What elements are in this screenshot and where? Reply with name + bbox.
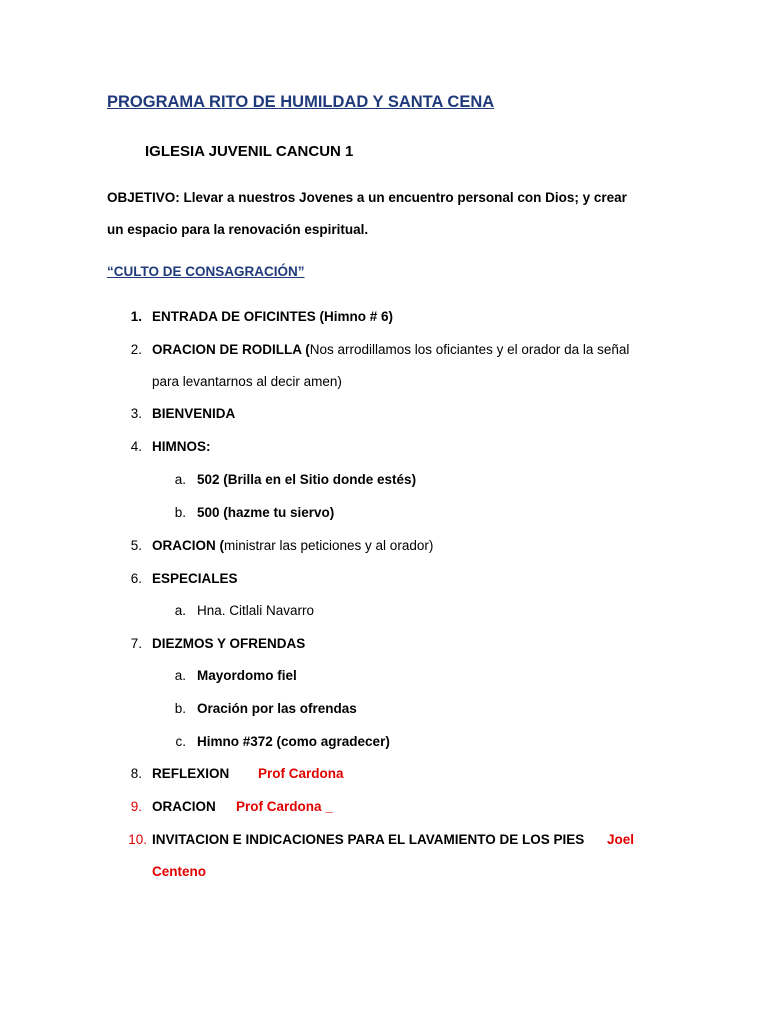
item-number: 6.: [130, 571, 142, 586]
sub-item-letter: b.: [174, 701, 186, 716]
sub-item-letter: a.: [174, 472, 186, 487]
objective-line-2: un espacio para la renovación espiritual.: [107, 222, 369, 237]
item-number: 5.: [130, 538, 142, 553]
speaker-name: Prof Cardona _: [236, 799, 333, 814]
sub-item-text: 502 (Brilla en el Sitio donde estés): [197, 472, 417, 487]
item-number: 4.: [130, 439, 142, 454]
speaker-name: Prof Cardona: [258, 766, 344, 781]
item-number: 7.: [130, 636, 142, 651]
speaker-name-continued: Centeno: [152, 864, 206, 879]
church-name: IGLESIA JUVENIL CANCUN 1: [145, 143, 354, 160]
item-label: ORACION (: [152, 538, 224, 553]
list-item: [152, 342, 629, 357]
item-label: BIENVENIDA: [152, 406, 236, 421]
item-label: DIEZMOS Y OFRENDAS: [152, 636, 306, 651]
item-label: ORACION: [152, 799, 216, 814]
item-detail-continued: para levantarnos al decir amen): [152, 374, 342, 389]
sub-item-text: Hna. Citlali Navarro: [197, 603, 315, 618]
list-item: [152, 538, 433, 553]
item-label: INVITACION E INDICACIONES PARA EL LAVAMIENTO DE LOS PIES: [152, 832, 585, 847]
item-number: 2.: [130, 342, 142, 357]
item-label: ORACION DE RODILLA (: [152, 342, 310, 357]
item-number: 8.: [130, 766, 142, 781]
sub-item-text: Oración por las ofrendas: [197, 701, 357, 716]
item-label: REFLEXION: [152, 766, 230, 781]
item-number: 10.: [128, 832, 147, 847]
item-number: 9.: [130, 799, 142, 814]
section-title: “CULTO DE CONSAGRACIÓN”: [107, 264, 305, 279]
sub-item-letter: c.: [175, 734, 186, 749]
item-detail: Nos arrodillamos los oficiantes y el orador da la señal: [309, 342, 630, 357]
sub-item-letter: a.: [174, 603, 186, 618]
sub-item-text: Himno #372 (como agradecer): [197, 734, 390, 749]
item-label: HIMNOS:: [152, 439, 211, 454]
sub-item-text: 500 (hazme tu siervo): [197, 505, 335, 520]
objective-line-1: OBJETIVO: Llevar a nuestros Jovenes a un encuentro personal con Dios; y crear: [107, 190, 627, 205]
item-label: ESPECIALES: [152, 571, 238, 586]
item-number: 1.: [130, 309, 142, 324]
speaker-name: Joel: [607, 832, 635, 847]
item-detail: ministrar las peticiones y al orador): [224, 538, 434, 553]
item-label: ENTRADA DE OFICINTES (Himno # 6): [152, 309, 394, 324]
sub-item-text: Mayordomo fiel: [197, 668, 297, 683]
sub-item-letter: b.: [174, 505, 186, 520]
sub-item-letter: a.: [174, 668, 186, 683]
page-title: PROGRAMA RITO DE HUMILDAD Y SANTA CENA: [107, 93, 495, 111]
item-number: 3.: [130, 406, 142, 421]
